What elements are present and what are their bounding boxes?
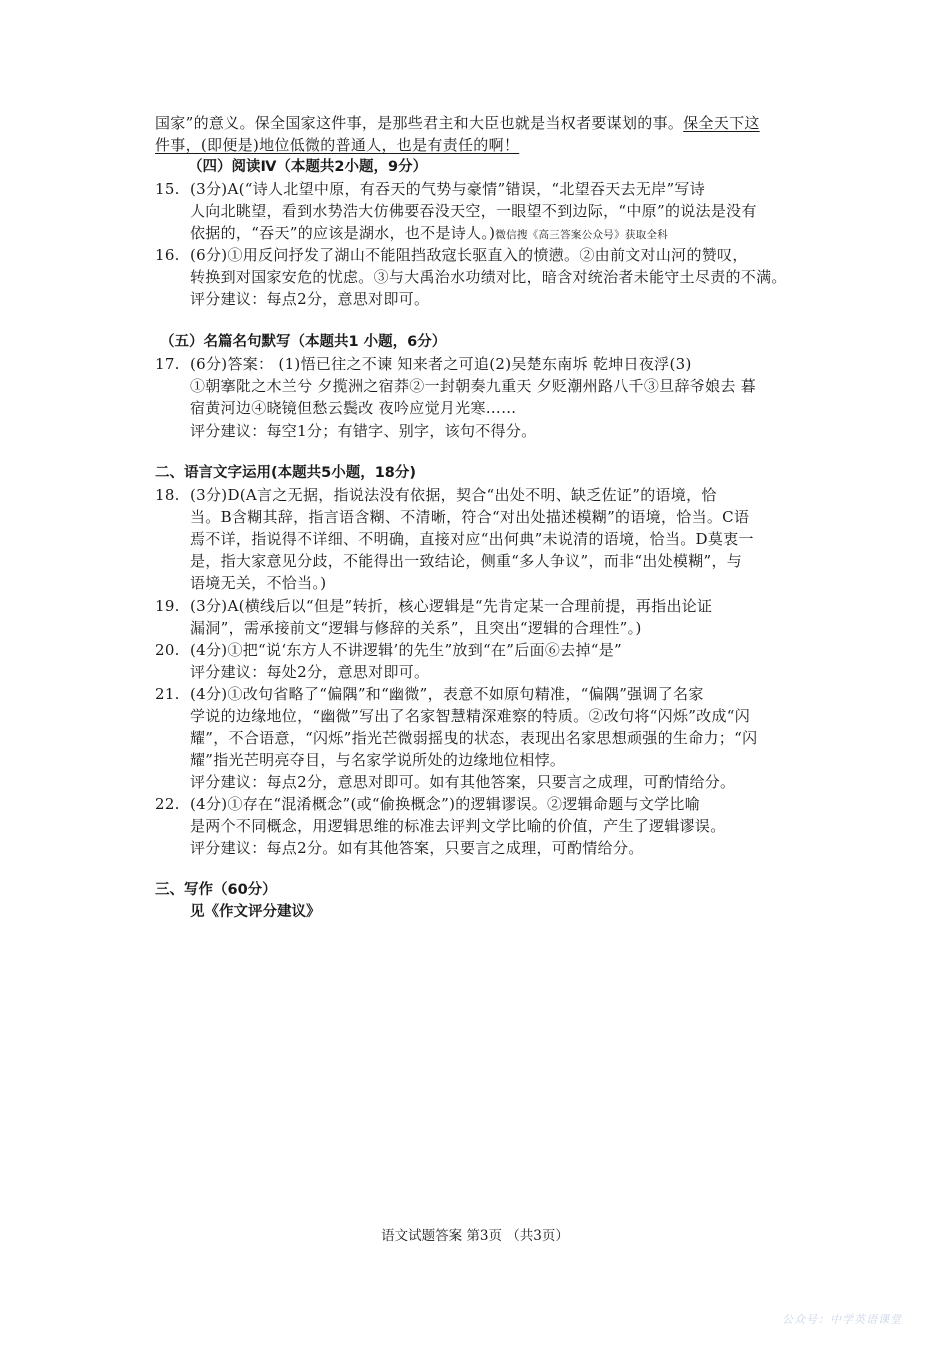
page-footer: 语文试题答案 第3页 （共3页） <box>381 1228 569 1244</box>
q17-number: 17. <box>155 355 180 373</box>
q18-line-3: 焉不详，指说得不详细、不明确，直接对应“出何典”未说清的语境，恰当。D莫衷一 <box>190 530 754 548</box>
intro-line-1 <box>155 112 845 134</box>
q22-line-1: 22. (4分)①存在“混淆概念”(或“偷换概念”)的逻辑谬误。②逻辑命题与文学比喻 <box>155 795 701 813</box>
q19-line-2: 漏洞”，需承接前文“逻辑与修辞的关系”，且突出“逻辑的合理性”。) <box>190 619 642 637</box>
q15-line-3: 依据的，“吞天”的应该是湖水，也不是诗人。)微信搜《高三答案公众号》获取全科 <box>190 224 669 242</box>
q19-line-1: 19. (3分)A(横线后以“但是”转折，核心逻辑是“先肯定某一合理前提，再指出论证 <box>155 597 713 615</box>
q16-line-3: 评分建议：每点2分，意思对即可。 <box>190 290 430 308</box>
q21-line-4: 耀”指光芒明亮夺目，与名家学说所处的边缘地位相悖。 <box>190 751 566 769</box>
q16-line-1: 16. (6分)①用反问抒发了湖山不能阻挡敌寇长驱直入的愤懑。②由前文对山河的赞叹， <box>155 246 748 264</box>
q18-line-1: 18. (3分)D(A言之无据，指说法没有依据，契合“出处不明、缺乏佐证”的语境，恰 <box>155 486 717 504</box>
q16-line-2: 转换到对国家安危的忧虑。③与大禹治水功绩对比，暗含对统治者未能守土尽责的不满。 <box>190 268 787 286</box>
q21-line-5: 评分建议：每点2分，意思对即可。如有其他答案，只要言之成理，可酌情给分。 <box>190 773 736 791</box>
q19-number: 19. <box>155 597 180 615</box>
q18-number: 18. <box>155 486 180 504</box>
q22-number: 22. <box>155 795 180 813</box>
q20-line-2: 评分建议：每处2分，意思对即可。 <box>190 663 430 681</box>
part2-heading: 二、语言文字运用(本题共5小题，18分) <box>155 465 417 481</box>
intro-line-2 <box>155 134 845 156</box>
q18-line-2: 当。B含糊其辞，指言语含糊、不清晰，符合“对出处描述模糊”的语境，恰当。C语 <box>190 508 750 526</box>
q17-line-2: ①朝搴阰之木兰兮 夕揽洲之宿莽②一封朝奏九重天 夕贬潮州路八千③旦辞爷娘去 暮 <box>190 377 757 395</box>
q21-number: 21. <box>155 685 180 703</box>
intro-text-1b: 保全天下这 <box>683 114 760 132</box>
q17-line-4: 评分建议：每空1分；有错字、别字，该句不得分。 <box>190 422 537 440</box>
part3-content: 见《作文评分建议》 <box>190 904 321 920</box>
q20-line-1: 20. (4分)①把“说‘东方人不讲逻辑’的先生”放到“在”后面⑥去掉“是” <box>155 641 622 659</box>
intro-text-2: 件事，(即便是)地位低微的普通人，也是有责任的啊！ <box>155 136 520 154</box>
part3-heading: 三、写作（60分） <box>155 882 277 898</box>
q16-number: 16. <box>155 246 180 264</box>
intro-text-1a: 国家”的意义。保全国家这件事，是那些君主和大臣也就是当权者要谋划的事。 <box>155 114 684 132</box>
q21-line-2: 学说的边缘地位，“幽微”写出了名家智慧精深难察的特质。②改句将“闪烁”改成“闪 <box>190 707 751 725</box>
q18-line-4: 是，指大家意见分歧，不能得出一致结论，侧重“多人争议”，而非“出处模糊”，与 <box>190 552 743 570</box>
q20-number: 20. <box>155 641 180 659</box>
q15-line-1: 15. (3分)A(“诗人北望中原，有吞天的气势与豪情”错误，“北望吞天去无岸”写诗 <box>155 180 706 198</box>
q15-note: 微信搜《高三答案公众号》获取全科 <box>495 229 669 241</box>
section4-heading: （四）阅读Ⅳ（本题共2小题，9分） <box>188 159 428 175</box>
q17-line-1: 17. (6分)答案： (1)悟已往之不谏 知来者之可追(2)吴楚东南坼 乾坤日夜浮(3) <box>155 355 692 373</box>
q21-line-1: 21. (4分)①改句省略了“偏隅”和“幽微”，表意不如原句精准，“偏隅”强调了名家 <box>155 685 704 703</box>
q18-line-5: 语境无关，不恰当。) <box>190 574 327 592</box>
q15-line-2: 人向北眺望，看到水势浩大仿佛要吞没天空，一眼望不到边际，“中原”的说法是没有 <box>190 202 757 220</box>
q17-line-3: 宿黄河边④晓镜但愁云鬓改 夜吟应觉月光寒…… <box>190 399 517 417</box>
section5-heading: （五）名篇名句默写（本题共1 小题，6分） <box>160 334 447 350</box>
q22-line-3: 评分建议：每点2分。如有其他答案，只要言之成理，可酌情给分。 <box>190 839 644 857</box>
watermark: 公众号：中学英语课堂 <box>782 1313 902 1326</box>
q15-number: 15. <box>155 180 180 198</box>
q21-line-3: 耀”，不合语意，“闪烁”指光芒微弱摇曳的状态，表现出名家思想顽强的生命力；“闪 <box>190 729 758 747</box>
q22-line-2: 是两个不同概念，用逻辑思维的标准去评判文学比喻的价值，产生了逻辑谬误。 <box>190 817 726 835</box>
